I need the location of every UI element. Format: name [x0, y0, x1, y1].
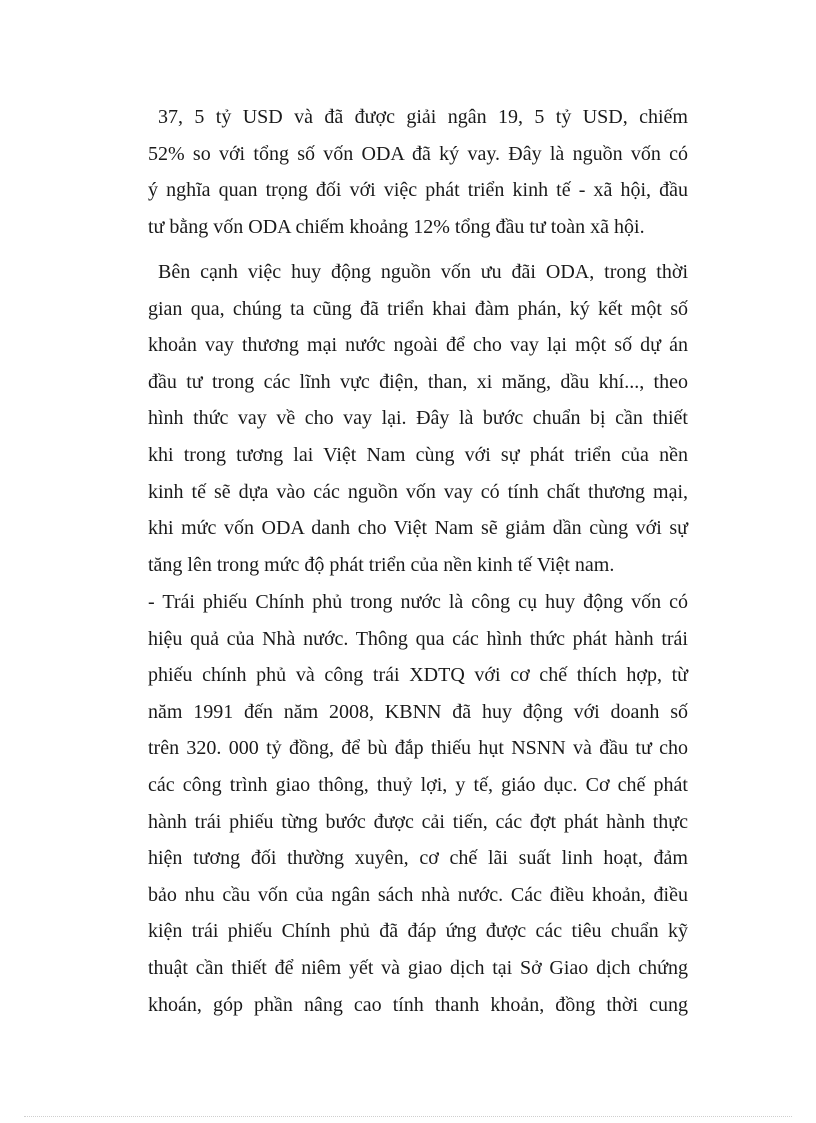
paragraph-line: khi mức vốn ODA danh cho Việt Nam sẽ giảm dần cùng với sự — [148, 517, 688, 540]
paragraph-line: khoán, góp phần nâng cao tính thanh khoản, đồng thời cung — [148, 993, 688, 1016]
paragraph-line: ý nghĩa quan trọng đối với việc phát triển kinh tế - xã hội, đầu — [148, 179, 688, 202]
paragraph-line: khi trong tương lai Việt Nam cùng với sự phát triển của nền — [148, 443, 688, 466]
paragraph-line: kinh tế sẽ dựa vào các nguồn vốn vay có tính chất thương mại, — [148, 480, 688, 503]
paragraph-line: tăng lên trong mức độ phát triển của nền kinh tế Việt nam. — [148, 553, 615, 576]
paragraph-line: tư bằng vốn ODA chiếm khoảng 12% tổng đầu tư toàn xã hội. — [148, 215, 645, 238]
paragraph-line: hành trái phiếu từng bước được cải tiến, các đợt phát hành thực — [148, 810, 688, 833]
paragraph-line: - Trái phiếu Chính phủ trong nước là công cụ huy động vốn có — [148, 591, 688, 613]
paragraph-line: phiếu chính phủ và công trái XDTQ với cơ chế thích hợp, từ — [148, 664, 688, 687]
paragraph-1 — [148, 99, 688, 245]
paragraph-line: gian qua, chúng ta cũng đã triển khai đàm phán, ký kết một số — [148, 297, 688, 320]
page-bottom-divider — [24, 1116, 792, 1117]
paragraph-line: kiện trái phiếu Chính phủ đã đáp ứng được các tiêu chuẩn kỹ — [148, 920, 688, 943]
paragraph-line: khoản vay thương mại nước ngoài để cho vay lại một số dự án — [148, 334, 688, 357]
paragraph-line: trên 320. 000 tỷ đồng, để bù đắp thiếu hụt NSNN và đầu tư cho — [148, 737, 688, 760]
paragraph-line: hiện tương đối thường xuyên, cơ chế lãi suất linh hoạt, đảm — [148, 847, 688, 870]
paragraph-3 — [148, 584, 688, 1023]
paragraph-line: 37, 5 tỷ USD và đã được giải ngân 19, 5 tỷ USD, chiếm — [158, 106, 688, 128]
paragraph-2 — [148, 254, 688, 583]
paragraph-line: các công trình giao thông, thuỷ lợi, y tế, giáo dục. Cơ chế phát — [148, 773, 688, 796]
paragraph-line: hiệu quả của Nhà nước. Thông qua các hình thức phát hành trái — [148, 627, 688, 650]
paragraph-line: Bên cạnh việc huy động nguồn vốn ưu đãi ODA, trong thời — [158, 261, 688, 283]
paragraph-line: hình thức vay về cho vay lại. Đây là bước chuẩn bị cần thiết — [148, 407, 688, 430]
paragraph-line: đầu tư trong các lĩnh vực điện, than, xi măng, dầu khí..., theo — [148, 370, 688, 393]
paragraph-line: thuật cần thiết để niêm yết và giao dịch tại Sở Giao dịch chứng — [148, 956, 688, 979]
paragraph-line: năm 1991 đến năm 2008, KBNN đã huy động với doanh số — [148, 700, 688, 723]
paragraph-line: 52% so với tổng số vốn ODA đã ký vay. Đây là nguồn vốn có — [148, 142, 688, 165]
paragraph-line: bảo nhu cầu vốn của ngân sách nhà nước. Các điều khoản, điều — [148, 883, 688, 906]
